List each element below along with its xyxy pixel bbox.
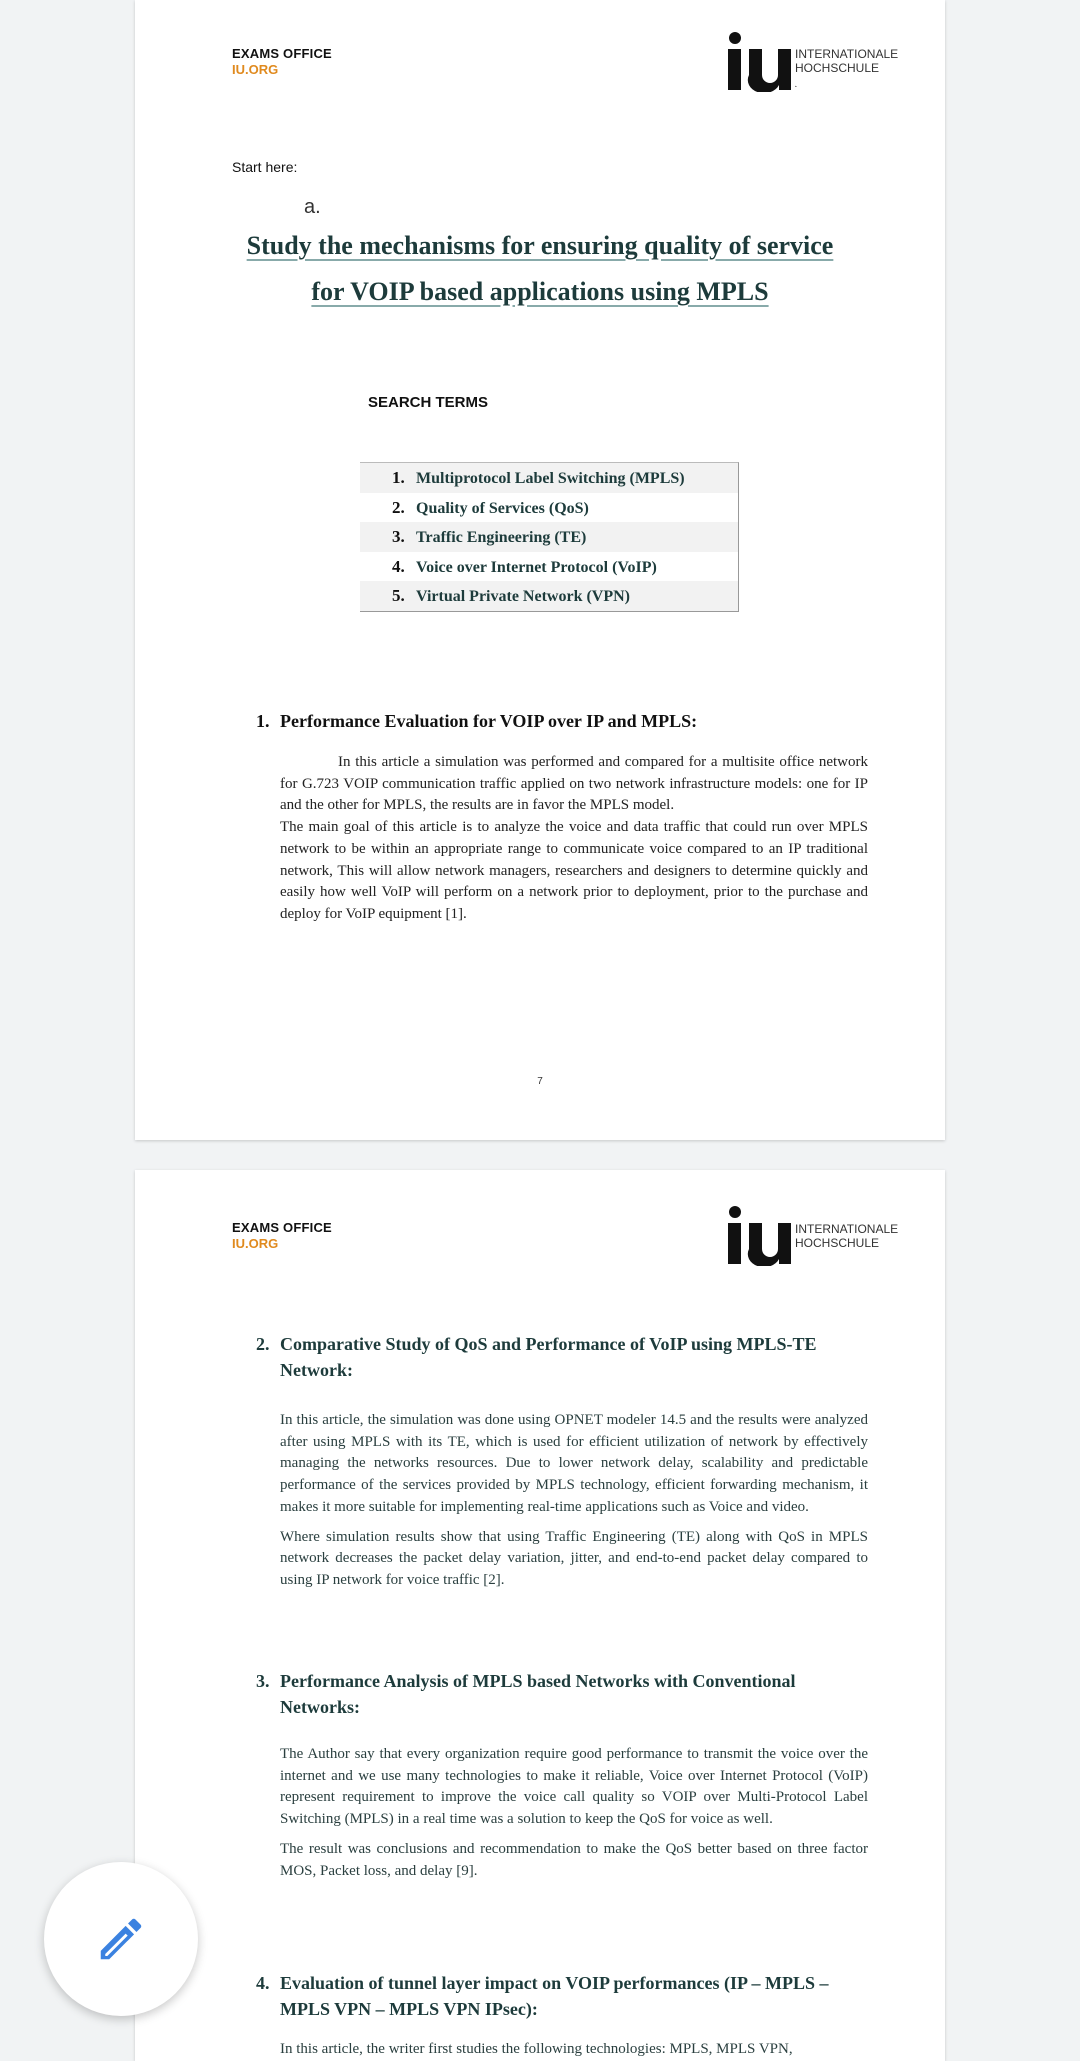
page-number: 7 — [537, 1076, 543, 1087]
page-header-left — [232, 1220, 332, 1251]
section-1-paragraph-1: In this article a simulation was performed and compared for a multisite office network for G.723 VOIP communication traffic applied on two network infrastructure models: one for IP and the other for MPLS, the results are in favor the MPLS model. — [280, 754, 868, 814]
document-title-line-2: for VOIP based applications using MPLS — [311, 277, 769, 306]
logo-wordmark — [795, 47, 898, 75]
logo-mark-text: iu — [795, 86, 797, 88]
logo-line-1: INTERNATIONALE — [795, 1222, 899, 1236]
pencil-icon — [94, 1912, 148, 1966]
section-2-paragraph-1: In this article, the simulation was done using OPNET modeler 14.5 and the results were analyzed after using MPLS with its TE, which is used for efficient utilization of network by effectively managing the networks resources. Due to lower network delay, scalability and predictable performance of the services provided by MPLS technology, efficient forwarding mechanism, it makes it more suitable for implementing real-time applications such as Voice and video. — [280, 1412, 868, 1515]
section-1-paragraph-2: The main goal of this article is to analyze the voice and data traffic that could run over MPLS network to be within an appropriate range to communicate voice compared to an IP traditional network, This will allow network managers, researchers and designers to determine quickly and easily how well VoIP will perform on a network prior to deployment, prior to the purchase and deploy for VoIP equipment [1]. — [280, 819, 868, 922]
edit-fab-button[interactable] — [44, 1862, 198, 2016]
search-term-row: 2. Quality of Services (QoS) — [392, 497, 589, 517]
section-3-paragraph-2: The result was conclusions and recommendation to make the QoS better based on three factor MOS, Packet loss, and delay [9]. — [280, 1840, 868, 1879]
document-page-1 — [135, 0, 945, 1140]
section-2-title: 2. Comparative Study of QoS and Performance of VoIP using MPLS-TE Network: — [256, 1334, 817, 1380]
iu-org-link: IU.ORG — [232, 62, 279, 77]
search-term-row: 3. Traffic Engineering (TE) — [360, 522, 738, 552]
logo-wordmark — [795, 1222, 898, 1250]
section-2-paragraph-2: Where simulation results show that using Traffic Engineering (TE) along with QoS in MPLS network decreases the packet delay variation, jitter, and end-to-end packet delay compared to using IP network for voice traffic [2]. — [280, 1528, 868, 1588]
logo-line-2: HOCHSCHULE — [795, 61, 880, 75]
search-term-row: 4. Voice over Internet Protocol (VoIP) — [392, 556, 657, 576]
section-3-body — [280, 1744, 868, 1882]
page-header-left — [232, 46, 332, 77]
iu-org-link: IU.ORG — [232, 1236, 279, 1251]
logo-line-1: INTERNATIONALE — [795, 47, 899, 61]
section-3-paragraph-1: The Author say that every organization require good performance to transmit the voice over the internet and we use many technologies to make it reliable, Voice over Internet Protocol (VoIP) represent requirement to improve the voice call quality so VOIP over Multi-Protocol Label Switching (MPLS) in a real time was a solution to keep the QoS for voice as well. — [280, 1746, 868, 1828]
section-3-title: 3. Performance Analysis of MPLS based Networks with Conventional Networks: — [256, 1671, 796, 1717]
section-1-body — [280, 752, 868, 926]
search-term-row: 5. Virtual Private Network (VPN) — [360, 581, 738, 611]
document-title-line-1: Study the mechanisms for ensuring quality of service — [246, 231, 834, 260]
search-terms-table — [360, 462, 739, 612]
logo-line-2: HOCHSCHULE — [795, 1236, 880, 1250]
item-letter: a. — [304, 196, 321, 218]
start-here-label: Start here: — [232, 159, 298, 175]
section-4-body — [280, 2039, 868, 2061]
document-page-2 — [135, 1170, 945, 2061]
search-terms-heading: SEARCH TERMS — [368, 394, 489, 411]
section-1-title: 1. Performance Evaluation for VOIP over IP and MPLS: — [256, 711, 698, 731]
section-2-body — [280, 1410, 868, 1592]
exams-office-label: EXAMS OFFICE — [232, 46, 332, 61]
search-term-row: 1. Multiprotocol Label Switching (MPLS) — [360, 463, 738, 493]
exams-office-label: EXAMS OFFICE — [232, 1220, 332, 1235]
section-4-title: 4. Evaluation of tunnel layer impact on VOIP performances (IP – MPLS – MPLS VPN – MPLS VPN IPsec): — [256, 1973, 829, 2019]
section-4-paragraph-1: In this article, the writer first studies the following technologies: MPLS, MPLS VPN, — [280, 2041, 793, 2057]
